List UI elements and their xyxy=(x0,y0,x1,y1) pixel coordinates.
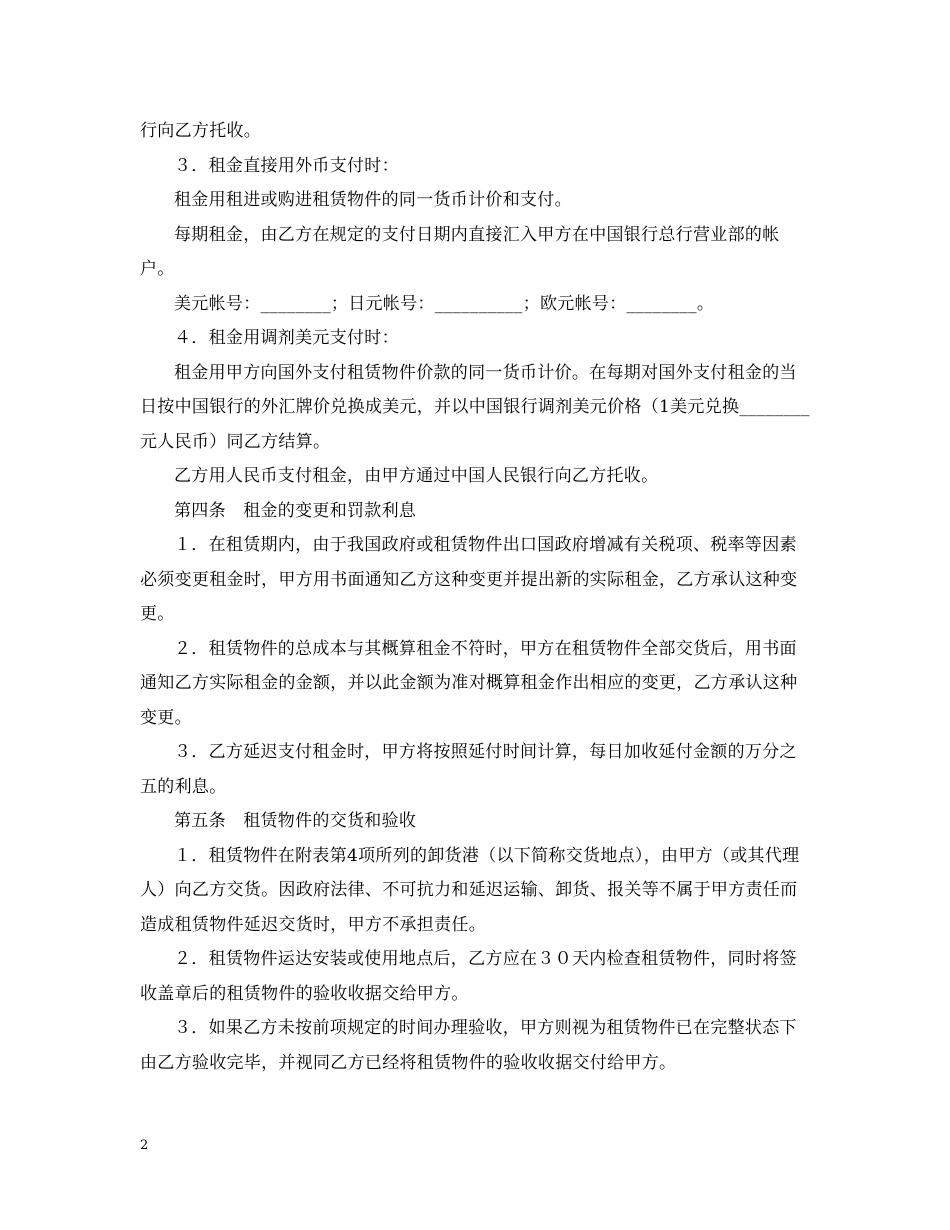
paragraph: １．租赁物件在附表第4项所列的卸货港（以下简称交货地点），由甲方（或其代理人）向乙方交货。因政府法律、不可抗力和延迟运输、卸货、报关等不属于甲方责任而造成租赁物件延迟交货时，甲方不承担责任。 xyxy=(140,845,800,935)
paragraph: ２．租赁物件的总成本与其概算租金不符时，甲方在租赁物件全部交货后，用书面通知乙方实际租金的金额，并以此金额为准对概算租金作出相应的变更，乙方承认这种变更。 xyxy=(140,638,798,728)
page-number: 2 xyxy=(140,1138,149,1153)
paragraph-continuation: 行向乙方托收。 xyxy=(140,121,262,141)
account-numbers-line: 美元帐号：________；日元帐号：__________；欧元帐号：________。 xyxy=(174,293,715,314)
clause-4-heading: ４．租金用调剂美元支付时： xyxy=(174,328,399,348)
article-4-title: 第四条 租金的变更和罚款利息 xyxy=(174,500,417,521)
paragraph: ２．租赁物件运达安装或使用地点后，乙方应在３０天内检查租赁物件，同时将签收盖章后的租赁物件的验收收据交给甲方。 xyxy=(140,949,797,1004)
paragraph: ３．乙方延迟支付租金时，甲方将按照延付时间计算，每日加收延付金额的万分之五的利息。 xyxy=(140,742,797,797)
paragraph: 乙方用人民币支付租金，由甲方通过中国人民银行向乙方托收。 xyxy=(174,466,659,486)
paragraph: 每期租金，由乙方在规定的支付日期内直接汇入甲方在中国银行总行营业部的帐户。 xyxy=(140,224,780,279)
article-5-title: 第五条 租赁物件的交货和验收 xyxy=(174,811,417,831)
paragraph: ３．如果乙方未按前项规定的时间办理验收，甲方则视为租赁物件已在完整状态下由乙方验收完毕，并视同乙方已经将租赁物件的验收收据交付给甲方。 xyxy=(140,1018,797,1073)
paragraph: 租金用甲方向国外支付租赁物件价款的同一货币计价。在每期对国外支付租金的当日按中国银行的外汇牌价兑换成美元，并以中国银行调剂美元价格（1美元兑换________元人民币）同乙方结算。 xyxy=(140,362,810,452)
paragraph: １．在租赁期内，由于我国政府或租赁物件出口国政府增减有关税项、税率等因素必须变更租金时，甲方用书面通知乙方这种变更并提出新的实际租金，乙方承认这种变更。 xyxy=(140,535,798,624)
paragraph: 租金用租进或购进租赁物件的同一货币计价和支付。 xyxy=(174,190,572,210)
clause-3-heading: ３．租金直接用外币支付时： xyxy=(174,155,399,176)
document-body xyxy=(140,114,812,1080)
